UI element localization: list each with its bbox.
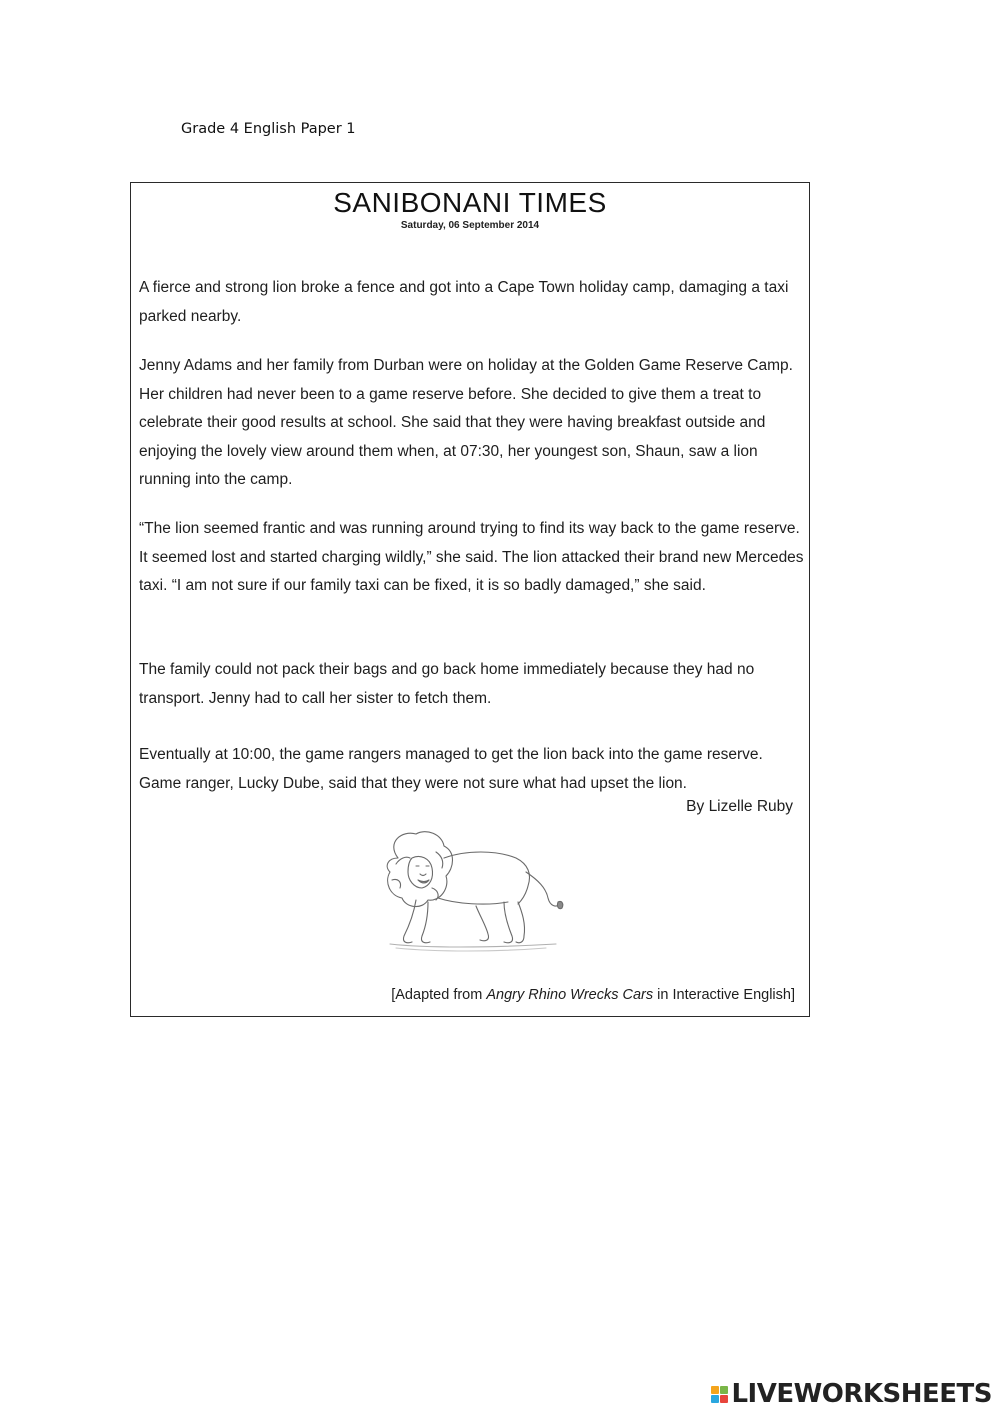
newspaper-name: SANIBONANI TIMES (333, 187, 607, 218)
liveworksheets-wordmark: LIVEWORKSHEETS (731, 1379, 992, 1409)
article-paragraph: Jenny Adams and her family from Durban were on holiday at the Golden Game Reserve Camp. Her children had never been to a game reserve before. She decided to give them a treat to celebrate their good results at school. She said that they were having breakfast outside and enjoying the lovely view around them when, at 07:30, her youngest son, Shaun, saw a lion running into the camp. (139, 357, 793, 488)
article-paragraph: “The lion seemed frantic and was running around trying to find its way back to the game reserve. It seemed lost and started charging wildly,” she said. The lion attacked their brand new Mercedes taxi. “I am not sure if our family taxi can be fixed, it is so badly damaged,” she said. (139, 520, 804, 594)
masthead (131, 183, 809, 232)
credit-source-title: Angry Rhino Wrecks Cars (486, 987, 654, 1003)
article-paragraph: A fierce and strong lion broke a fence and got into a Cape Town holiday camp, damaging a taxi parked nearby. (139, 279, 789, 325)
liveworksheets-badge-icon (711, 1386, 728, 1403)
lion-illustration (376, 828, 566, 958)
badge-square-green (720, 1386, 728, 1394)
newspaper-article (130, 182, 810, 1017)
source-credit (391, 987, 795, 1003)
credit-suffix: in Interactive English] (653, 987, 795, 1003)
liveworksheets-logo (711, 1377, 992, 1411)
byline: By Lizelle Ruby (686, 798, 793, 815)
article-paragraph: The family could not pack their bags and go back home immediately because they had no transport. Jenny had to call her sister to fetch them. (139, 661, 755, 707)
badge-square-orange (711, 1386, 719, 1394)
badge-square-red (720, 1395, 728, 1403)
publication-date: Saturday, 06 September 2014 (400, 220, 540, 231)
paper-title: Grade 4 English Paper 1 (181, 121, 356, 137)
credit-prefix: [Adapted from (391, 987, 487, 1003)
article-paragraph: Eventually at 10:00, the game rangers managed to get the lion back into the game reserve. Game ranger, Lucky Dube, said that they were not sure what had upset the lion. (139, 746, 763, 792)
badge-square-blue (711, 1395, 719, 1403)
